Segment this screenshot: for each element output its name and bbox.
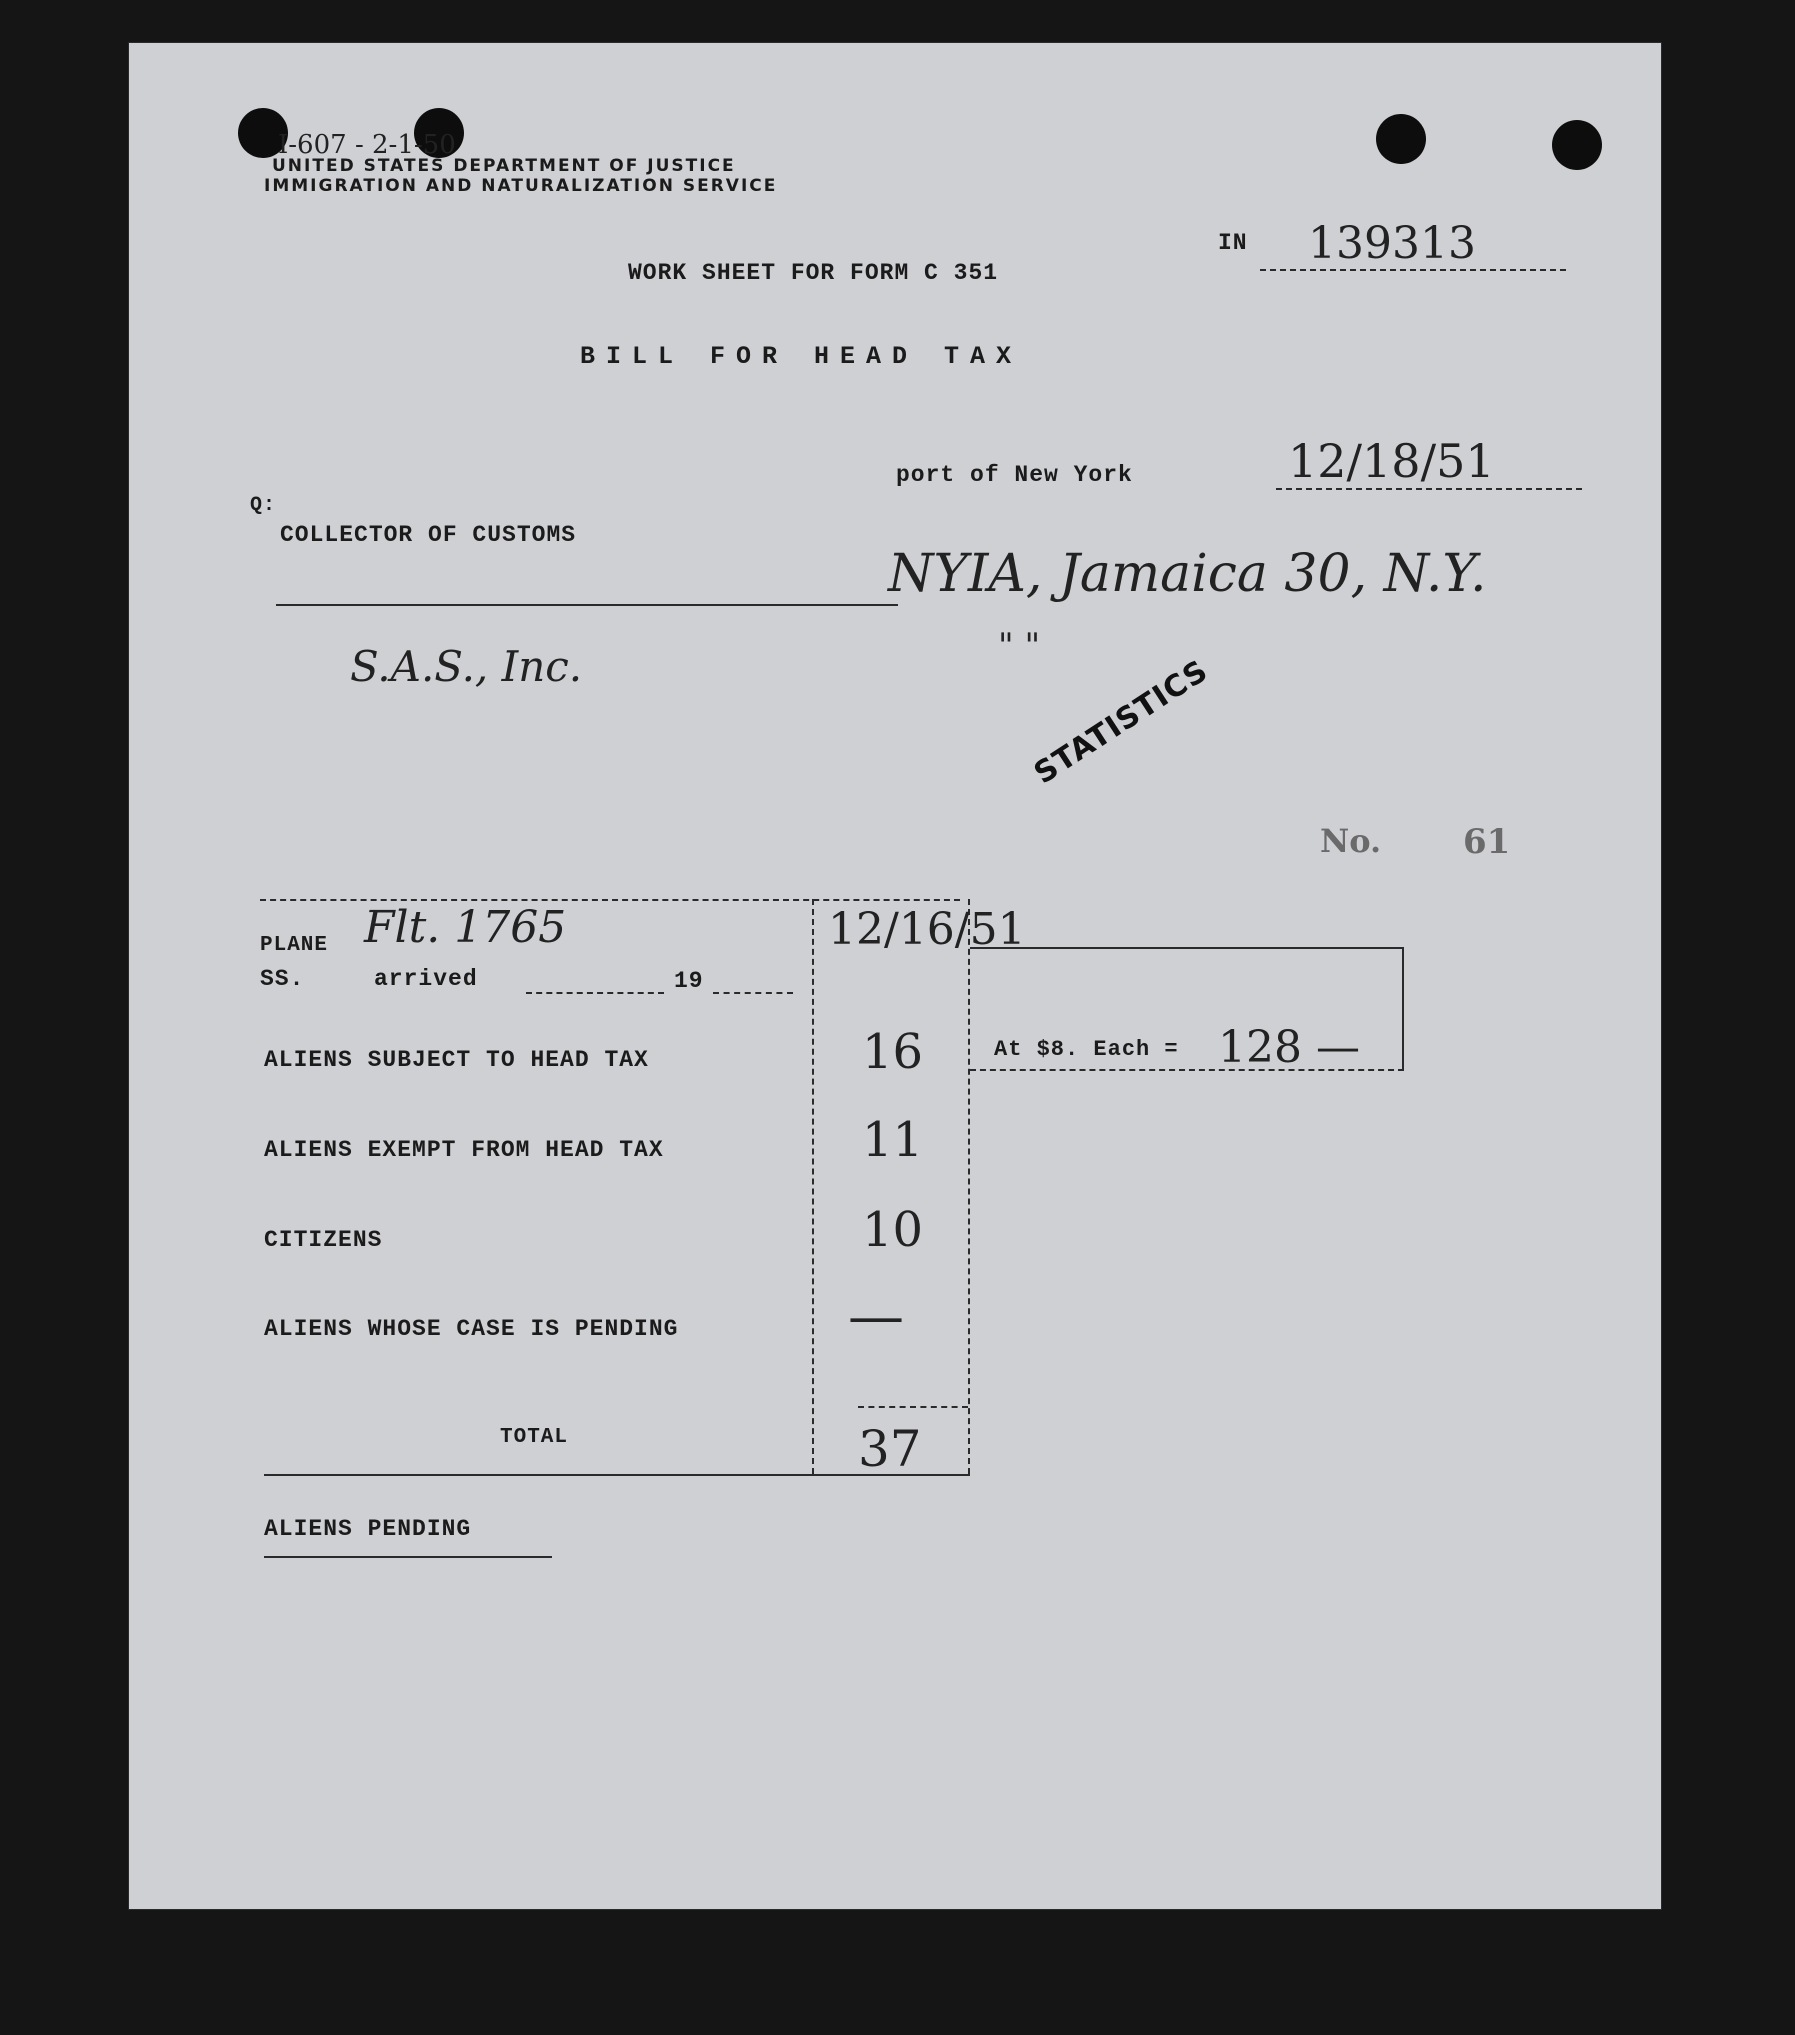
row-label-pending: ALIENS WHOSE CASE IS PENDING — [264, 1316, 679, 1342]
port-date: 12/18/51 — [1288, 434, 1495, 488]
arrival-date: 12/16/51 — [828, 904, 1026, 955]
page-mark-prefix: No. — [1320, 822, 1382, 860]
aliens-pending-label: ALIENS PENDING — [264, 1516, 472, 1542]
rate-box-right — [1402, 947, 1404, 1069]
row-value-exempt: 11 — [862, 1112, 924, 1168]
row-label-subject: ALIENS SUBJECT TO HEAD TAX — [264, 1047, 649, 1073]
ss-label: SS. — [260, 966, 305, 992]
row-value-pending: — — [848, 1284, 904, 1349]
table-top-rule — [260, 899, 960, 901]
total-cell-top-rule — [858, 1406, 968, 1408]
document-page — [128, 42, 1662, 1910]
arrived-date-blank — [526, 992, 664, 994]
year-prefix: 19 — [674, 968, 704, 994]
aliens-pending-underline — [264, 1556, 552, 1558]
year-blank — [713, 992, 793, 994]
punch-hole-right-1 — [1376, 114, 1426, 164]
arrived-label: arrived — [374, 966, 478, 992]
row-value-citizens: 10 — [862, 1202, 924, 1258]
port-date-underline — [1276, 488, 1582, 490]
in-number-underline — [1260, 269, 1566, 271]
row-label-exempt: ALIENS EXEMPT FROM HEAD TAX — [264, 1137, 664, 1163]
row-value-subject: 16 — [862, 1024, 924, 1080]
to-label: Q: — [250, 494, 277, 517]
page-mark-number: 61 — [1463, 822, 1511, 862]
punch-hole-right-2 — [1552, 120, 1602, 170]
in-label: IN — [1218, 230, 1248, 256]
handwritten-company: S.A.S., Inc. — [350, 642, 583, 691]
collector-label: COLLECTOR OF CUSTOMS — [280, 522, 577, 548]
total-label: TOTAL — [500, 1426, 569, 1449]
table-column-right-rule — [968, 899, 970, 1474]
table-column-left-rule — [812, 899, 814, 1474]
plane-label: PLANE — [260, 934, 329, 957]
port-label: port of New York — [896, 462, 1133, 488]
agency-line-2: IMMIGRATION AND NATURALIZATION SERVICE — [264, 176, 778, 196]
collector-underline — [276, 604, 898, 606]
handwritten-ditto: " " — [998, 626, 1041, 666]
rate-box-top — [970, 947, 1404, 949]
handwritten-location: NYIA, Jamaica 30, N.Y. — [888, 544, 1487, 604]
worksheet-title: WORK SHEET FOR FORM C 351 — [628, 260, 999, 286]
bill-title: BILL FOR HEAD TAX — [580, 342, 1023, 371]
row-label-citizens: CITIZENS — [264, 1227, 383, 1253]
statistics-stamp: STATISTICS — [1028, 653, 1215, 792]
form-code: I-607 - 2-1-50 — [278, 130, 456, 160]
rate-label: At $8. Each = — [994, 1037, 1179, 1062]
in-number: 139313 — [1308, 218, 1476, 269]
rate-amount: 128 — — [1218, 1022, 1360, 1073]
agency-line-1: UNITED STATES DEPARTMENT OF JUSTICE — [272, 156, 736, 176]
flight-value: Flt. 1765 — [364, 902, 567, 953]
total-value: 37 — [858, 1420, 922, 1478]
